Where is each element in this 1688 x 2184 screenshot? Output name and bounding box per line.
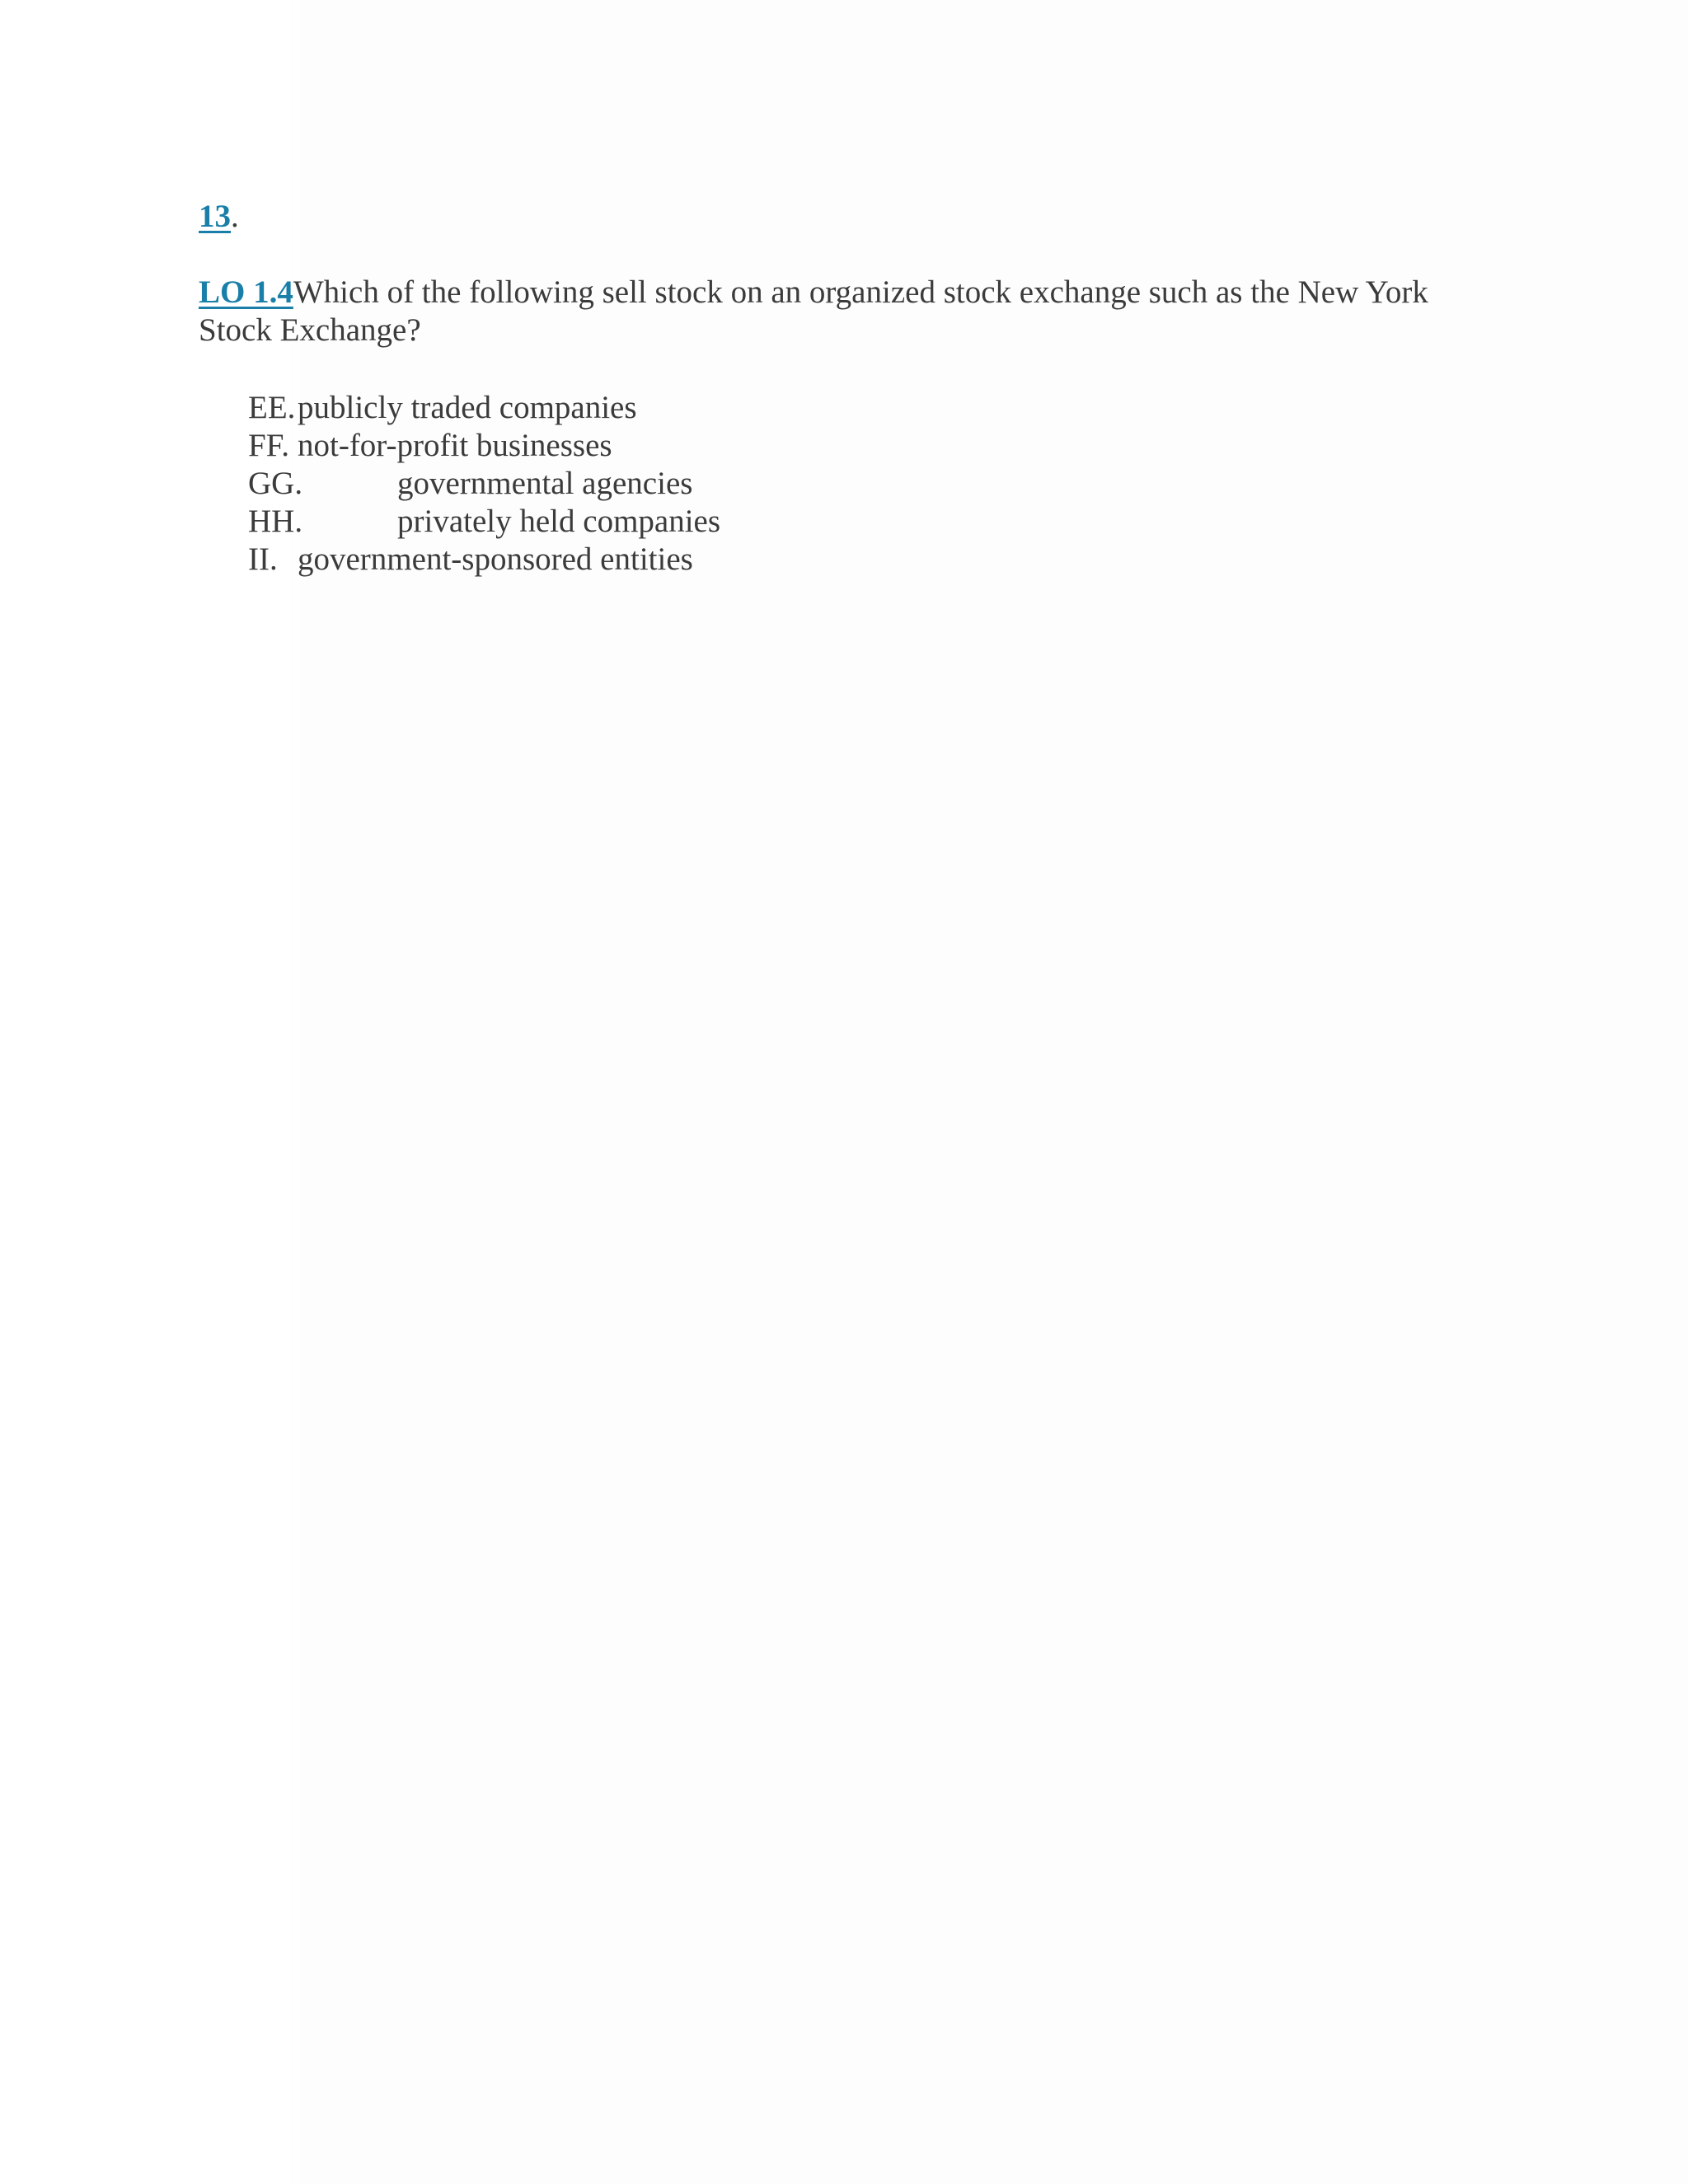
- question-number: [199, 196, 239, 237]
- choice-letter: EE.: [248, 390, 296, 425]
- choice-letter: II.: [248, 541, 278, 577]
- question-stem: [199, 274, 1484, 349]
- choice-text: privately held companies: [397, 504, 721, 539]
- learning-objective-link[interactable]: LO 1.4: [199, 274, 293, 310]
- choice-text: governmental agencies: [397, 466, 693, 501]
- choice-text: government-sponsored entities: [298, 541, 693, 577]
- choice-text: publicly traded companies: [298, 390, 637, 425]
- choice-text: not-for-profit businesses: [298, 428, 612, 463]
- question-number-suffix: .: [231, 199, 239, 234]
- choice-letter: FF.: [248, 428, 290, 463]
- choice-letter: GG.: [248, 466, 303, 501]
- question-number-link[interactable]: 13: [199, 199, 231, 234]
- choice-letter: HH.: [248, 504, 303, 539]
- question-text: Which of the following sell stock on an organized stock exchange such as the New York Stock Exchange?: [199, 274, 1428, 348]
